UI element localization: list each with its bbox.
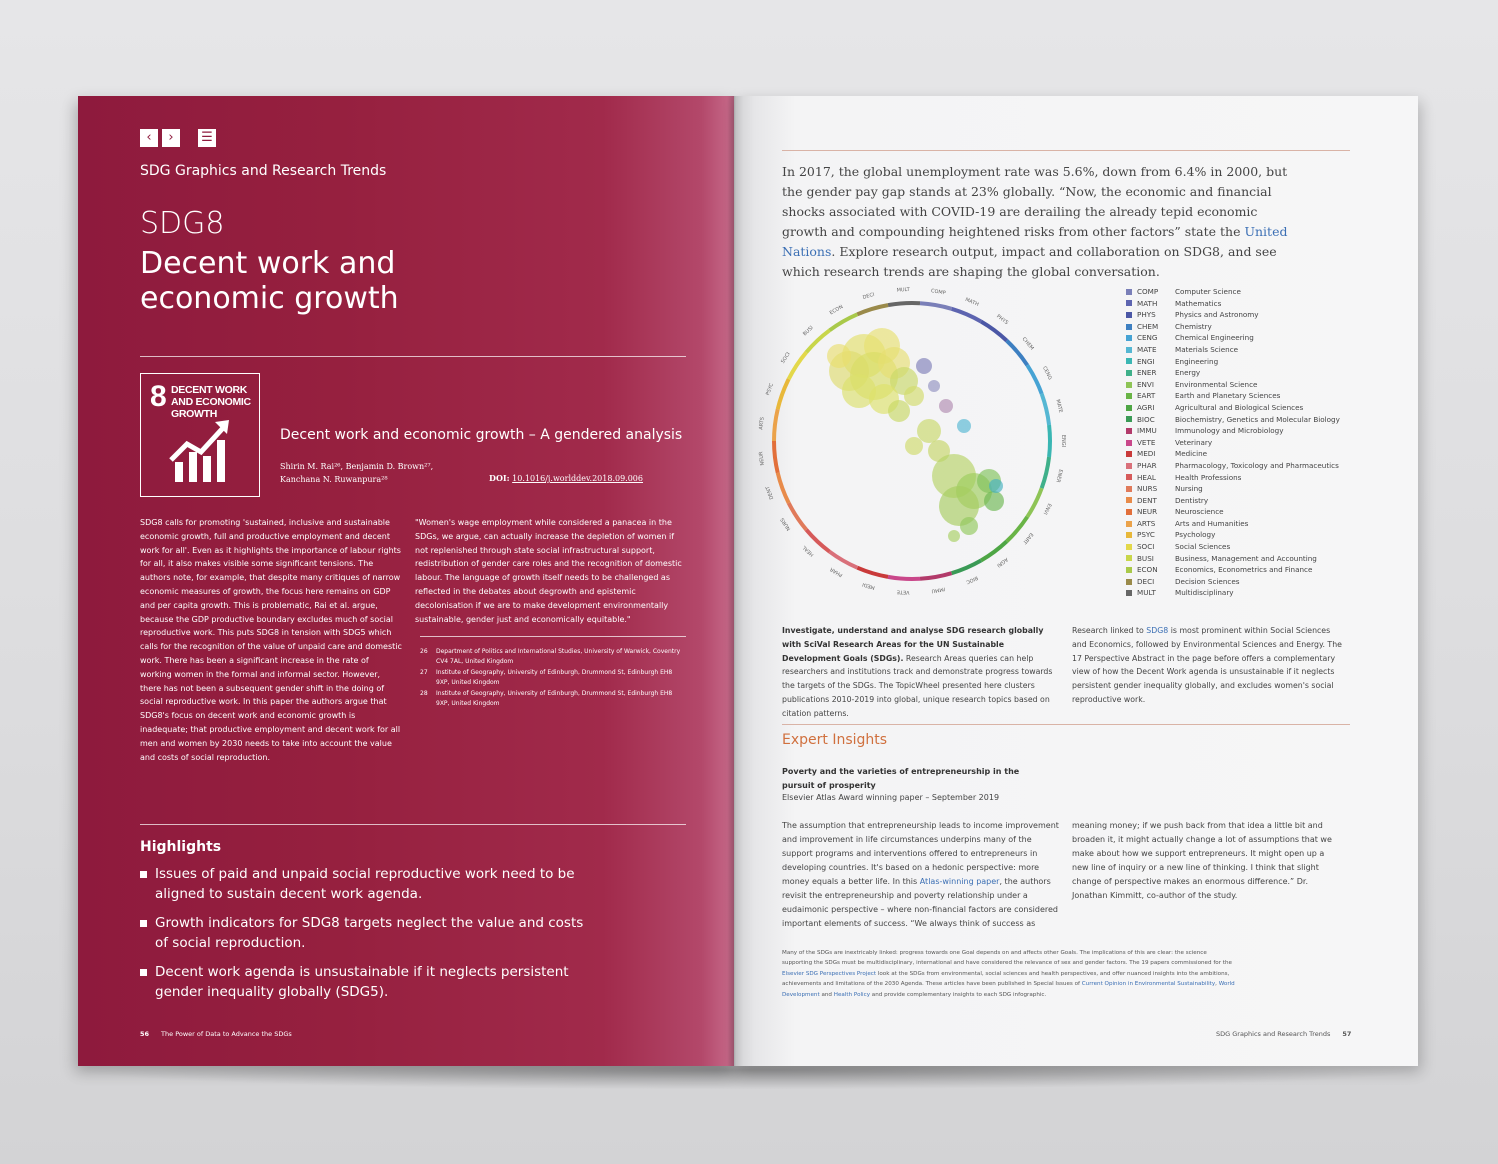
ring-segment-engi bbox=[1049, 425, 1050, 457]
health-policy-link[interactable]: Health Policy bbox=[833, 991, 871, 998]
perspectives-project-link[interactable]: Elsevier SDG Perspectives Project bbox=[782, 970, 877, 977]
legend-name: Business, Management and Accounting bbox=[1175, 553, 1317, 563]
footer-title: SDG Graphics and Research Trends bbox=[1216, 1030, 1331, 1038]
legend-name: Chemistry bbox=[1175, 321, 1212, 331]
legend-name: Earth and Planetary Sciences bbox=[1175, 391, 1281, 401]
ring-segment-psyc bbox=[778, 379, 789, 409]
ring-segment-bioc bbox=[952, 561, 981, 574]
legend-name: Economics, Econometrics and Finance bbox=[1175, 565, 1313, 575]
left-page bbox=[78, 96, 734, 1066]
page-number: 57 bbox=[1342, 1030, 1352, 1038]
highlight-text: Growth indicators for SDG8 targets neglect the value and costs of social reproduction. bbox=[155, 915, 584, 951]
legend-item-medi bbox=[1126, 448, 1340, 460]
intro-text bbox=[782, 162, 1302, 282]
ring-segment-phar bbox=[830, 552, 858, 568]
topic-bubble bbox=[827, 344, 851, 368]
legend-item-bioc bbox=[1126, 414, 1340, 426]
ring-label-dent: DENT bbox=[764, 485, 776, 501]
footnote bbox=[420, 668, 682, 688]
footnote-text: Department of Politics and International Studies, University of Warwick, Coventry CV4 7AL, United Kingdom bbox=[436, 648, 681, 665]
topic-bubbles bbox=[827, 328, 1004, 542]
right-page bbox=[734, 96, 1418, 1066]
legend-item-psyc bbox=[1126, 529, 1340, 541]
ring-segment-arts bbox=[774, 409, 778, 441]
paper-authors bbox=[280, 460, 480, 486]
note-part: and bbox=[819, 991, 834, 998]
legend-code: COMP bbox=[1137, 287, 1159, 296]
ring-label-mate: MATE bbox=[1054, 398, 1064, 414]
legend-swatch bbox=[1126, 370, 1132, 376]
highlights-heading: Highlights bbox=[140, 839, 222, 855]
legend-item-heal bbox=[1126, 472, 1340, 484]
topic-bubble bbox=[984, 491, 1004, 511]
legend-name: Veterinary bbox=[1175, 437, 1213, 447]
legend-name: Chemical Engineering bbox=[1175, 333, 1254, 343]
note-part: , bbox=[1215, 981, 1219, 988]
legend-item-busi bbox=[1126, 553, 1340, 565]
note-part: and provide complementary insights to each SDG infographic. bbox=[870, 991, 1047, 998]
desc-part: is most prominent within Social Sciences and Economics, followed by Environmental Sciences and Energy. The 17 Perspective Abstract in the page before offers a complementary view of how the Decent Work agenda is unsustainable if it neglects persistent gender inequality globally, and excludes women's social reproductive work. bbox=[1072, 626, 1342, 704]
ring-label-neur: NEUR bbox=[758, 451, 766, 466]
ring-label-busi: BUSI bbox=[802, 324, 815, 338]
legend-code: CENG bbox=[1137, 333, 1158, 343]
legend-name: Multidisciplinary bbox=[1175, 588, 1234, 598]
topic-bubble bbox=[888, 400, 910, 422]
legend-code: ARTS bbox=[1137, 518, 1156, 528]
highlight-text: Decent work agenda is unsustainable if it neglects persistent gender inequality globally (SDG5). bbox=[155, 964, 569, 1000]
topic-bubble bbox=[917, 419, 941, 443]
legend-code: MATH bbox=[1137, 298, 1158, 308]
legend-name: Environmental Science bbox=[1175, 379, 1258, 389]
legend-name: Social Sciences bbox=[1175, 542, 1231, 552]
desc-bold: Investigate, understand and analyse SDG research globally with SciVal Research Areas for the UN Sustainable Development Goals (SDGs). bbox=[782, 626, 1044, 663]
legend-code: AGRI bbox=[1137, 402, 1155, 412]
ring-segment-nurs bbox=[789, 503, 807, 530]
legend-code: NURS bbox=[1137, 484, 1158, 494]
ring-label-arts: ARTS bbox=[758, 416, 766, 431]
next-page-button[interactable]: › bbox=[162, 129, 180, 147]
insight-part: , the authors revisit the entrepreneurship and poverty relationship under a eudaimonic perspective – where non-financial factors are considered important elements of success. “We always think of success as bbox=[782, 877, 1058, 928]
legend-swatch bbox=[1126, 324, 1132, 330]
legend-swatch bbox=[1126, 590, 1132, 596]
legend-name: Engineering bbox=[1175, 356, 1219, 366]
body-text: SDG8 calls for promoting 'sustained, inclusive and sustainable economic growth, full and productive employment and decent work for all'. Even as it highlights the importance of labour rights for all, it also makes visible some significant tensions. The authors note, for example, that despite many critiques of narrow economic measures of growth, the focus here remains on GDP and per capita growth. This is problematic, Rai et al. argue, because the GDP productive boundary excludes much of social reproductive work. This puts SDG8 in tension with SDG5 which calls for the recognition of the value of unpaid care and domestic work. There has been a significant increase in the rate of working women in the formal and informal sector. However, there has not been a subsequent gender shift in the doing of social reproductive work. In this paper the authors argue that SDG8's focus on decent work and economic growth is inadequate; that productive employment and decent work for all men and women by 2030 needs to take into account the value and costs of social reproduction. bbox=[140, 518, 402, 762]
legend-code: ENVI bbox=[1137, 379, 1154, 389]
ring-segment-mult bbox=[888, 303, 920, 305]
ring-segment-math bbox=[952, 309, 981, 322]
growth-chart-icon bbox=[169, 418, 233, 484]
spine-gutter bbox=[727, 96, 743, 1066]
doi-link[interactable]: 10.1016/j.worlddev.2018.09.006 bbox=[512, 474, 643, 483]
legend-swatch bbox=[1126, 567, 1132, 573]
highlight-item bbox=[140, 864, 590, 904]
highlight-item bbox=[140, 913, 590, 953]
legend-swatch bbox=[1126, 440, 1132, 446]
divider bbox=[782, 724, 1350, 725]
scival-description bbox=[782, 624, 1060, 721]
pull-quote: "Women's wage employment while considered a panacea in the SDGs, we argue, can actually increase the depletion of women if not replenished through state social infrastructural support, redistribution of gender care roles and the recognition of domestic labour. The language of growth itself needs to be challenged as reflected in the debates about degrowth and epistemic decolonisation if we are to make development environmentally sustainable, gender just and economically equitable." bbox=[415, 518, 682, 624]
legend-name: Medicine bbox=[1175, 449, 1208, 459]
legend-code: VETE bbox=[1137, 437, 1156, 447]
legend-swatch bbox=[1126, 532, 1132, 538]
legend-swatch bbox=[1126, 509, 1132, 515]
topic-bubble bbox=[928, 380, 940, 392]
insight-award: Elsevier Atlas Award winning paper – September 2019 bbox=[782, 793, 1000, 802]
badge-text: DECENT WORK AND ECONOMIC GROWTH bbox=[171, 384, 251, 420]
legend-code: IMMU bbox=[1137, 426, 1157, 436]
doi-label: DOI: bbox=[489, 473, 510, 483]
legend-item-envi bbox=[1126, 379, 1340, 391]
legend-code: PHYS bbox=[1137, 310, 1156, 320]
desc-rest: Research Areas queries can help researchers and institutions track and demonstrate progress towards the targets of the SDGs. The TopicWheel presented here clusters publications 2010-2019 into global, unique research topics based on citation patterns. bbox=[782, 653, 1053, 718]
badge-number: 8 bbox=[150, 380, 167, 413]
legend-item-neur bbox=[1126, 506, 1340, 518]
ring-label-comp: COMP bbox=[930, 288, 947, 297]
intro-part: In 2017, the global unemployment rate was 5.6%, down from 6.4% in 2000, but the gender pay gap stands at 23% globally. “Now, the economic and financial shocks associated with COVID-19 are derailing the already tepid economic growth and compounding heightened risks from other factors” state the bbox=[782, 164, 1288, 239]
divider bbox=[420, 636, 686, 637]
legend-item-comp bbox=[1126, 286, 1340, 298]
ring-label-agri: AGRI bbox=[995, 556, 1009, 569]
legend-code: DECI bbox=[1137, 576, 1155, 586]
footnote bbox=[420, 647, 682, 667]
ring-label-ener: ENER bbox=[1054, 468, 1064, 484]
highlight-text: Issues of paid and unpaid social reproductive work need to be aligned to sustain decent work agenda. bbox=[155, 866, 575, 902]
legend-name: Nursing bbox=[1175, 484, 1203, 494]
highlights-list bbox=[140, 864, 590, 1011]
authors-line: Shirin M. Rai²⁶, Benjamin D. Brown²⁷, bbox=[280, 462, 434, 471]
ring-label-eart: EART bbox=[1021, 531, 1035, 545]
legend-swatch bbox=[1126, 405, 1132, 411]
topic-bubble bbox=[989, 479, 1003, 493]
legend-item-econ bbox=[1126, 564, 1340, 576]
paper-doi bbox=[489, 473, 643, 483]
legend-swatch bbox=[1126, 451, 1132, 457]
ring-label-nurs: NURS bbox=[779, 516, 793, 532]
ring-segment-phys bbox=[981, 321, 1007, 340]
sdg8-link[interactable]: SDG8 bbox=[1146, 626, 1169, 635]
legend-code: SOCI bbox=[1137, 542, 1155, 552]
note-part: look at the SDGs from environmental, social sciences and health perspectives, and offer nuanced insights into the ambitions, achievements and limitations of the 2030 Agenda. These articles have been published in Special Issues of bbox=[782, 970, 1230, 988]
note-part: Many of the SDGs are inextricably linked: progress towards one Goal depends on and affects other Goals. The implications of this are clear: the science supporting the SDGs must be multidisciplinary, international and have considered the relevance of sex and gender factors. The 19 papers commissioned for the bbox=[782, 950, 1232, 967]
legend-name: Dentistry bbox=[1175, 495, 1209, 505]
previous-page-button[interactable]: ‹ bbox=[140, 129, 158, 147]
intro-part: . Explore research output, impact and collaboration on SDG8, and see which research trends are shaping the global conversation. bbox=[782, 244, 1277, 279]
legend-code: BIOC bbox=[1137, 414, 1155, 424]
footnote-text: Institute of Geography, University of Edinburgh, Drummond St, Edinburgh EH8 9XP, United Kingdom bbox=[436, 690, 673, 707]
legend-swatch bbox=[1126, 347, 1132, 353]
ring-segment-comp bbox=[920, 303, 952, 309]
legend-name: Materials Science bbox=[1175, 344, 1239, 354]
legend-item-phys bbox=[1126, 309, 1340, 321]
ring-label-vete: VETE bbox=[896, 588, 910, 596]
ring-segment-medi bbox=[857, 568, 888, 577]
legend-code: MATE bbox=[1137, 344, 1157, 354]
ring-label-deci: DECI bbox=[862, 291, 876, 301]
section-label: SDG Graphics and Research Trends bbox=[140, 163, 387, 179]
ring-segment-ener bbox=[1042, 457, 1049, 488]
legend-swatch bbox=[1126, 521, 1132, 527]
ring-label-immu: IMMU bbox=[930, 585, 946, 594]
ring-label-math: MATH bbox=[964, 296, 980, 308]
legend-item-vete bbox=[1126, 437, 1340, 449]
ring-segment-deci bbox=[857, 305, 888, 314]
ring-segment-neur bbox=[774, 441, 778, 473]
divider bbox=[140, 824, 686, 825]
legend-code: ECON bbox=[1137, 565, 1158, 575]
page-footer bbox=[140, 1030, 292, 1038]
world-development-link[interactable]: World Development bbox=[782, 981, 1235, 998]
ring-segment-agri bbox=[981, 541, 1007, 560]
ring-label-engi: ENGI bbox=[1060, 434, 1066, 448]
legend-code: DENT bbox=[1137, 495, 1157, 505]
legend-name: Decision Sciences bbox=[1175, 576, 1240, 586]
legend-name: Arts and Humanities bbox=[1175, 518, 1249, 528]
topic-bubble bbox=[960, 517, 978, 535]
bullet-icon bbox=[140, 871, 147, 878]
legend-swatch bbox=[1126, 579, 1132, 585]
legend-swatch bbox=[1126, 474, 1132, 480]
sdg8-badge bbox=[140, 373, 260, 497]
legend-code: BUSI bbox=[1137, 553, 1154, 563]
insight-part: The assumption that entrepreneurship leads to income improvement and improvement in life circumstances underpins many of the support programs and interventions offered to entrepreneurs in developing countries. It's based on a hedonic perspective: more money equals a better life. In this bbox=[782, 821, 1059, 886]
bullet-icon bbox=[140, 969, 147, 976]
legend-item-ceng bbox=[1126, 332, 1340, 344]
cosust-link[interactable]: Current Opinion in Environmental Sustainability bbox=[1081, 981, 1216, 988]
legend-swatch bbox=[1126, 335, 1132, 341]
legend-code: HEAL bbox=[1137, 472, 1156, 482]
footnote bbox=[420, 689, 682, 709]
legend-code: NEUR bbox=[1137, 507, 1158, 517]
legend-name: Agricultural and Biological Sciences bbox=[1175, 402, 1304, 412]
legend-swatch bbox=[1126, 463, 1132, 469]
legend-code: MEDI bbox=[1137, 449, 1156, 459]
legend-swatch bbox=[1126, 289, 1132, 295]
footnotes bbox=[420, 647, 682, 710]
legend-code: CHEM bbox=[1137, 321, 1159, 331]
legend-swatch bbox=[1126, 382, 1132, 388]
insight-text bbox=[782, 819, 1062, 931]
legend-item-math bbox=[1126, 298, 1340, 310]
legend-swatch bbox=[1126, 486, 1132, 492]
topic-bubble bbox=[948, 530, 960, 542]
legend-swatch bbox=[1126, 312, 1132, 318]
atlas-paper-link[interactable]: Atlas-winning paper bbox=[919, 877, 1000, 886]
legend-item-nurs bbox=[1126, 483, 1340, 495]
legend-name: Health Professions bbox=[1175, 472, 1242, 482]
ring-segment-dent bbox=[778, 473, 789, 503]
ring-segment-econ bbox=[830, 314, 858, 330]
legend-swatch bbox=[1126, 555, 1132, 561]
bullet-icon bbox=[140, 920, 147, 927]
legend-name: Physics and Astronomy bbox=[1175, 310, 1259, 320]
subject-legend bbox=[1126, 286, 1340, 599]
ring-segment-envi bbox=[1027, 488, 1041, 517]
ring-segment-immu bbox=[920, 573, 952, 579]
authors-line: Kanchana N. Ruwanpura²⁸ bbox=[280, 475, 388, 484]
legend-item-dent bbox=[1126, 495, 1340, 507]
sdg-title: SDG8 bbox=[140, 206, 225, 241]
ring-segment-ceng bbox=[1027, 365, 1041, 394]
legend-code: ENGI bbox=[1137, 356, 1155, 366]
ring-label-psyc: PSYC bbox=[765, 382, 776, 397]
footnote-text: Institute of Geography, University of Edinburgh, Drummond St, Edinburgh EH8 9XP, United Kingdom bbox=[436, 669, 673, 686]
legend-item-mult bbox=[1126, 587, 1340, 599]
divider bbox=[140, 356, 686, 357]
legend-item-engi bbox=[1126, 356, 1340, 368]
ring-label-medi: MEDI bbox=[861, 580, 876, 591]
legend-item-arts bbox=[1126, 518, 1340, 530]
legend-name: Psychology bbox=[1175, 530, 1216, 540]
insight-title: Poverty and the varieties of entrepreneurship in the pursuit of prosperity bbox=[782, 767, 1020, 790]
legend-swatch bbox=[1126, 358, 1132, 364]
ring-label-heal: HEAL bbox=[801, 544, 816, 558]
highlight-item bbox=[140, 962, 590, 1002]
legend-swatch bbox=[1126, 544, 1132, 550]
page-navigation bbox=[140, 129, 216, 147]
ring-label-phys: PHYS bbox=[995, 313, 1010, 327]
footnote-number: 27 bbox=[420, 669, 428, 676]
legend-item-immu bbox=[1126, 425, 1340, 437]
united-nations-link[interactable]: United Nations bbox=[782, 224, 1288, 259]
legend-item-mate bbox=[1126, 344, 1340, 356]
legend-swatch bbox=[1126, 497, 1132, 503]
legend-name: Immunology and Microbiology bbox=[1175, 426, 1284, 436]
legend-swatch bbox=[1126, 428, 1132, 434]
divider bbox=[782, 150, 1350, 151]
legend-code: PHAR bbox=[1137, 460, 1157, 470]
ring-segment-vete bbox=[888, 577, 920, 579]
ring-label-envi: ENVI bbox=[1041, 502, 1053, 516]
paper-title: Decent work and economic growth – A gendered analysis bbox=[280, 427, 683, 443]
legend-name: Energy bbox=[1175, 368, 1201, 378]
legend-item-soci bbox=[1126, 541, 1340, 553]
footnote-number: 28 bbox=[420, 690, 428, 697]
legend-swatch bbox=[1126, 416, 1132, 422]
ring-segment-mate bbox=[1042, 394, 1049, 425]
topic-bubble bbox=[939, 399, 953, 413]
footnote-number: 26 bbox=[420, 648, 428, 655]
topic-bubble bbox=[916, 358, 932, 374]
legend-item-ener bbox=[1126, 367, 1340, 379]
legend-name: Mathematics bbox=[1175, 298, 1222, 308]
legend-item-deci bbox=[1126, 576, 1340, 588]
legend-name: Biochemistry, Genetics and Molecular Biology bbox=[1175, 414, 1340, 424]
ring-label-bioc: BIOC bbox=[964, 574, 979, 585]
insight-text-continued: meaning money; if we push back from that idea a little bit and broaden it, it might actually change a lot of assumptions that we make about how we support entrepreneurs. It might open up a new line of inquiry or a new line of thinking. I think that slight change of perspective makes an enormous difference.” Dr. Jonathan Kimmitt, co-author of the study. bbox=[1072, 821, 1332, 900]
ring-label-mult: MULT bbox=[896, 286, 910, 294]
ring-segment-soci bbox=[789, 352, 807, 379]
sdg8-research-description bbox=[1072, 624, 1342, 707]
sdg-subtitle: Decent work and economic growth bbox=[140, 246, 399, 316]
legend-swatch bbox=[1126, 300, 1132, 306]
legend-code: ENER bbox=[1137, 368, 1157, 378]
expert-insights-heading: Expert Insights bbox=[782, 732, 888, 748]
ring-label-soci: SOCI bbox=[780, 351, 792, 365]
legend-item-phar bbox=[1126, 460, 1340, 472]
topic-bubble bbox=[905, 437, 923, 455]
legend-item-eart bbox=[1126, 390, 1340, 402]
legend-code: PSYC bbox=[1137, 530, 1155, 540]
legend-code: EART bbox=[1137, 391, 1156, 401]
ring-label-chem: CHEM bbox=[1020, 336, 1035, 352]
legend-swatch bbox=[1126, 393, 1132, 399]
legend-item-chem bbox=[1126, 321, 1340, 333]
footer-title: The Power of Data to Advance the SDGs bbox=[161, 1030, 292, 1038]
page-number: 56 bbox=[140, 1030, 150, 1038]
topic-wheel bbox=[754, 281, 1104, 611]
topic-bubble bbox=[904, 386, 924, 406]
ring-label-ceng: CENG bbox=[1041, 365, 1053, 381]
topic-bubble bbox=[957, 419, 971, 433]
ring-label-econ: ECON bbox=[828, 304, 845, 317]
legend-name: Computer Science bbox=[1175, 287, 1241, 296]
legend-name: Neuroscience bbox=[1175, 507, 1224, 517]
desc-part: Research linked to bbox=[1072, 626, 1147, 635]
page-footer bbox=[1216, 1030, 1351, 1038]
menu-icon[interactable]: ☰ bbox=[198, 129, 216, 147]
ring-label-phar: PHAR bbox=[829, 565, 844, 578]
legend-item-agri bbox=[1126, 402, 1340, 414]
legend-code: MULT bbox=[1137, 588, 1156, 598]
legend-name: Pharmacology, Toxicology and Pharmaceutics bbox=[1175, 460, 1339, 470]
sdg-perspectives-note bbox=[782, 948, 1238, 1000]
